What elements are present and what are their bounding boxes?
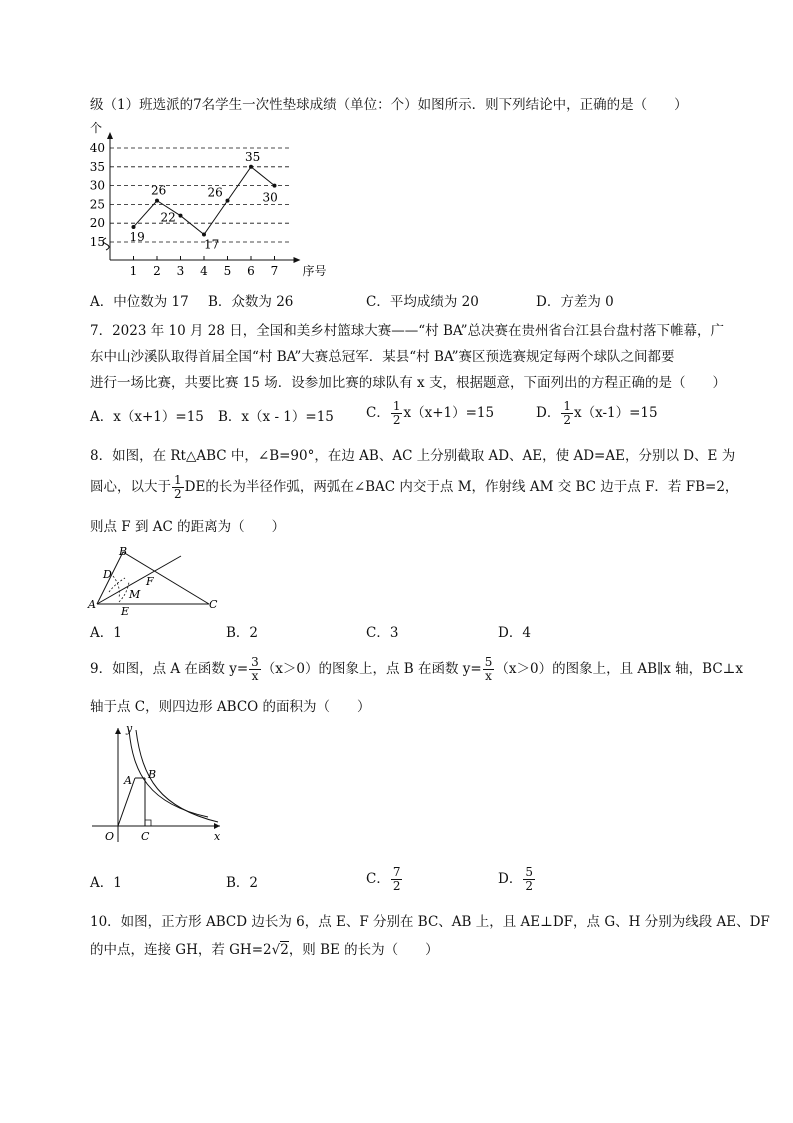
- q7-option-d-tail: x（x-1）=15: [573, 405, 658, 421]
- chart-y-tick: 35: [89, 159, 105, 174]
- q8-label-e: E: [121, 605, 130, 618]
- q9-label-b: B: [148, 768, 157, 781]
- q9-label-y: y: [126, 722, 133, 735]
- q6-option-d[interactable]: D．方差为 0: [536, 294, 614, 310]
- chart-x-label: 序号: [302, 264, 327, 278]
- q9-option-d[interactable]: [498, 866, 536, 893]
- chart-y-label: 个: [90, 121, 103, 135]
- q7-option-c[interactable]: [366, 400, 494, 427]
- q9-option-c[interactable]: [366, 866, 403, 893]
- chart-data-label: 35: [245, 149, 261, 164]
- q8-label-b: B: [119, 545, 128, 558]
- q10-line2: [90, 940, 439, 960]
- q6-line-chart: [80, 118, 340, 288]
- q10-sqrt: √2: [271, 942, 289, 958]
- q8-line2-b: DE的长为半径作弧，两弧在∠BAC 内交于点 M，作射线 AM 交 BC 边于点 F．若 FB=2，: [184, 479, 739, 495]
- q9-option-a[interactable]: A．1: [90, 875, 122, 891]
- q9-option-c-fraction: $\frac{7}{2}$: [392, 865, 401, 893]
- q8-line3: 则点 F 到 AC 的距离为（ ）: [90, 519, 286, 535]
- q7-line1: 7．2023 年 10 月 28 日，全国和美乡村篮球大赛——“村 BA”总决赛在贵州省台江县台盘村落下帷幕，广: [90, 323, 725, 339]
- q7-option-d-fraction: $\frac{1}{2}$: [563, 399, 571, 427]
- chart-data-label: 26: [151, 183, 167, 198]
- q9-option-c-label: C．: [366, 871, 390, 887]
- chart-x-tick: 2: [153, 264, 161, 278]
- q8-line1: 8．如图，在 Rt△ABC 中，∠B=90°，在边 AB、AC 上分别截取 AD、AE，使 AD=AE，分别以 D、E 为: [90, 448, 736, 464]
- chart-x-tick: 4: [200, 264, 208, 278]
- chart-y-tick: 30: [89, 178, 105, 193]
- chart-x-tick: 5: [223, 264, 232, 278]
- chart-y-arrow: [107, 132, 113, 139]
- chart-point: [132, 225, 136, 229]
- q6-option-a[interactable]: A．中位数为 17: [90, 294, 189, 310]
- q7-line2: 东中山沙溪队取得首届全国“村 BA”大赛总冠军．某县“村 BA”赛区预选赛规定每两个球队之间都要: [90, 349, 675, 365]
- chart-x-tick: 7: [270, 264, 279, 278]
- chart-y-tick: 40: [89, 141, 105, 155]
- q9-label-c: C: [141, 830, 150, 843]
- q9-option-b[interactable]: B．2: [226, 875, 259, 891]
- chart-data-label: 17: [204, 237, 220, 252]
- q8-label-a: A: [88, 598, 96, 611]
- chart-data-label: 30: [262, 190, 278, 205]
- q9-label-a: A: [124, 774, 132, 787]
- chart-point: [273, 184, 277, 188]
- q7-option-c-fraction: $\frac{1}{2}$: [392, 399, 401, 427]
- q9-line2: 轴于点 C，则四边形 ABCO 的面积为（ ）: [90, 699, 371, 715]
- q8-option-a[interactable]: A．1: [90, 625, 122, 641]
- chart-x-arrow: [294, 257, 301, 263]
- q8-option-c[interactable]: C．3: [366, 625, 399, 641]
- q7-option-d-label: D．: [536, 405, 561, 421]
- q9-line1: [90, 656, 743, 683]
- q9-label-o: O: [105, 830, 115, 843]
- chart-point: [226, 199, 230, 203]
- q8-label-c: C: [209, 598, 218, 611]
- chart-x-tick: 3: [176, 264, 185, 278]
- q6-option-c[interactable]: C．平均成绩为 20: [366, 294, 479, 310]
- q10-line1: 10．如图，正方形 ABCD 边长为 6，点 E、F 分别在 BC、AB 上，且 AE⊥DF，点 G、H 分别为线段 AE、DF: [90, 914, 770, 930]
- q8-option-d[interactable]: D．4: [498, 625, 531, 641]
- chart-point: [155, 199, 159, 203]
- chart-data-label: 22: [160, 210, 176, 225]
- q7-option-a[interactable]: A．x（x+1）=15: [90, 409, 204, 425]
- q9-line1-b: （x＞0）的图象上，点 B 在函数 y=: [261, 661, 482, 677]
- q9-option-d-fraction: $\frac{5}{2}$: [525, 865, 533, 893]
- q8-label-f: F: [146, 575, 154, 588]
- q7-option-d[interactable]: [536, 400, 658, 427]
- q10-line2-b: ，则 BE 的长为（ ）: [288, 942, 439, 958]
- q10-line2-a: 的中点，连接 GH，若 GH=2: [90, 942, 272, 958]
- q7-line3: 进行一场比赛，共要比赛 15 场．设参加比赛的球队有 x 支，根据题意，下面列出的方程正确的是（ ）: [90, 375, 726, 391]
- q9-line1-a: 9．如图，点 A 在函数 y=: [90, 661, 249, 677]
- q8-label-m: M: [129, 588, 141, 601]
- chart-x-tick: 6: [247, 264, 255, 278]
- chart-y-tick: 25: [89, 197, 105, 212]
- q7-option-c-tail: x（x+1）=15: [403, 405, 495, 421]
- q9-fraction-3x: $\frac{3}{x}$: [251, 655, 259, 683]
- q8-line2: [90, 474, 738, 501]
- q8-option-b[interactable]: B．2: [226, 625, 259, 641]
- q8-line2-a: 圆心，以大于: [90, 479, 171, 495]
- q9-label-x: x: [214, 830, 221, 843]
- q9-function-figure: [88, 722, 228, 846]
- q9-line1-c: （x＞0）的图象上，且 AB∥x 轴，BC⊥x: [495, 661, 743, 677]
- q7-option-b[interactable]: B．x（x - 1）=15: [218, 409, 334, 425]
- q8-fraction: $\frac{1}{2}$: [174, 473, 182, 501]
- q6-option-b[interactable]: B．众数为 26: [208, 294, 294, 310]
- chart-point: [179, 214, 183, 218]
- chart-y-tick: 20: [89, 216, 105, 231]
- chart-data-label: 19: [129, 229, 145, 244]
- chart-series-line: [134, 167, 275, 235]
- chart-point: [249, 165, 253, 169]
- q7-option-c-label: C．: [366, 405, 390, 421]
- q8-triangle-figure: [85, 540, 235, 618]
- q6-stem: 级（1）班选派的7名学生一次性垫球成绩（单位：个）如图所示．则下列结论中，正确的是（ ）: [90, 97, 688, 113]
- q9-option-d-label: D．: [498, 871, 523, 887]
- chart-point: [202, 232, 206, 236]
- chart-x-tick: 1: [129, 264, 138, 278]
- q8-label-d: D: [103, 568, 112, 581]
- chart-data-label: 26: [207, 185, 223, 200]
- chart-y-tick: 15: [89, 235, 105, 249]
- q9-fraction-5x: $\frac{5}{x}$: [484, 655, 493, 683]
